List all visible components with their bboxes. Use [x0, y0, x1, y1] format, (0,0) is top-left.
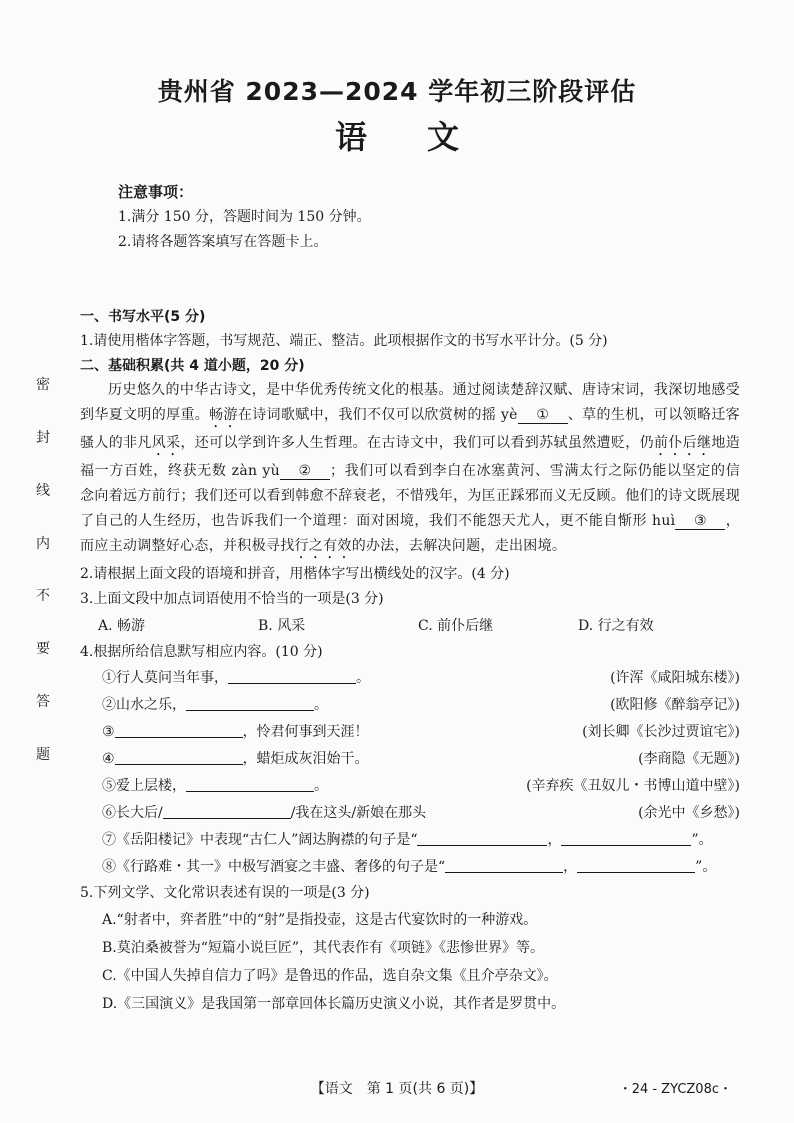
option-d: D. 行之有效 [578, 618, 654, 634]
poem-source: (欧阳修《醉翁亭记》) [610, 697, 740, 713]
option-c: C.《中国人失掉自信力了吗》是鲁迅的作品，选自杂文集《且介亭杂文》。 [102, 968, 558, 984]
page-number: 【语文 第 1 页(共 6 页)】 [310, 1081, 484, 1097]
recite-item: ⑤爱上层楼， 。 (辛弃疾《丑奴儿・书博山道中壁》) [80, 773, 740, 800]
option-a: A.“射者中，弈者胜”中的“射”是指投壶，这是古代宴饮时的一种游戏。 [102, 912, 538, 928]
answer-line [228, 669, 356, 684]
recite-item: ①行人莫问当年事， 。 (许浑《咸阳城东楼》) [80, 665, 740, 692]
recite-item: ④ ，蜡炬成灰泪始干。 (李商隐《无题》) [80, 746, 740, 773]
dotted-word-changyou: 畅游 [209, 407, 238, 423]
question-5: 5.下列文学、文化常识表述有误的一项是(3 分) [80, 885, 370, 901]
notes-item: 2.请将各题答案填写在答题卡上。 [118, 234, 328, 250]
blank-1: ① [518, 407, 568, 424]
poem-source: (刘长卿《长沙过贾谊宅》) [582, 724, 740, 740]
answer-line [561, 831, 691, 846]
answer-line [186, 777, 314, 792]
subject-title: 语文 [334, 118, 519, 156]
section-1-title: 一、书写水平(5 分) [80, 309, 206, 325]
seal-char: 密 [36, 377, 50, 393]
seal-char: 封 [36, 429, 50, 446]
answer-line [417, 831, 547, 846]
blank-3: ③ [675, 513, 725, 530]
poem-source: (辛弃疾《丑奴儿・书博山道中壁》) [526, 778, 740, 794]
question-2: 2.请根据上面文段的语境和拼音，用楷体字写出横线处的汉字。(4 分) [80, 566, 510, 582]
option-d: D.《三国演义》是我国第一部章回体长篇历史演义小说，其作者是罗贯中。 [102, 996, 566, 1012]
exam-content [80, 305, 740, 1018]
answer-line [577, 858, 695, 873]
seal-char: 答 [36, 694, 50, 711]
seal-line-text [32, 374, 54, 764]
poem-source: (余光中《乡愁》) [638, 805, 740, 821]
answer-line [115, 723, 243, 738]
question-3: 3.上面文段中加点词语使用不恰当的一项是(3 分) [80, 591, 384, 607]
seal-char: 线 [36, 482, 50, 499]
exam-code: ・24 - ZYCZ08c・ [618, 1082, 732, 1097]
recite-item: ③ ，怜君何事到天涯！ (刘长卿《长沙过贾谊宅》) [80, 719, 740, 746]
seal-char: 要 [36, 641, 50, 658]
exam-title: 贵州省 2023—2024 学年初三阶段评估 [157, 77, 637, 106]
recite-item: ⑧《行路难・其一》中极写酒宴之丰盛、奢侈的句子是“ ， ”。 [102, 859, 717, 875]
answer-line [445, 858, 563, 873]
answer-line [186, 696, 314, 711]
notes-item: 1.满分 150 分，答题时间为 150 分钟。 [118, 209, 371, 225]
reading-passage: 历史悠久的中华古诗文，是中华优秀传统文化的根基。通过阅读楚辞汉赋、唐诗宋词，我深切地感受到华夏文明的厚重。畅游在诗词歌赋中，我们不仅可以欣赏树的摇 yè ① 、草的生机，可以领略迁客骚人的非凡风采，还可以学到许多人生哲理。在古诗文中，我们可以看到苏轼虽然遭贬，仍前仆后继地造福一方百姓，终获无数 zàn yù ② ；我们可以看到李白在冰塞黄河、雪满太行之际仍能以坚定的信念向着远方前行；我们还可以看到韩愈不辞衰老，不惜残年，为匡正踩邪而义无反顾。他们的诗文既展现了自己的人生经历，也告诉我们一个道理：面对困境，我们不能怨天尤人，更不能自惭形 huì ③ ，而应主动调整好心态，并积极寻找行之有效的办法，去解决问题，走出困境。 [80, 382, 741, 554]
notes-block [118, 180, 371, 255]
question-3-options [80, 612, 740, 640]
section-2-title: 二、基础积累(共 4 道小题，20 分) [80, 358, 305, 374]
option-a: A. 畅游 [98, 618, 146, 634]
seal-char: 不 [36, 588, 50, 605]
recite-item: ⑦《岳阳楼记》中表现“古仁人”阔达胸襟的句子是“ ， ”。 [102, 832, 713, 848]
blank-2: ② [280, 463, 330, 480]
dotted-word-xingzhi: 行之有效 [294, 538, 352, 554]
dotted-word-qianpu: 前仆后继 [653, 435, 712, 451]
answer-line [163, 804, 291, 819]
option-c: C. 前仆后继 [418, 618, 494, 634]
question-4: 4.根据所给信息默写相应内容。(10 分) [80, 644, 323, 660]
option-b: B. 风采 [258, 618, 306, 634]
seal-char: 内 [36, 535, 50, 552]
recite-item: ⑥长大后/ /我在这头/新娘在那头 (余光中《乡愁》) [80, 800, 740, 827]
notes-heading: 注意事项： [118, 183, 194, 201]
dotted-word-fengcai: 风采 [151, 435, 181, 451]
poem-source: (许浑《咸阳城东楼》) [610, 670, 740, 686]
answer-line [115, 750, 243, 765]
question-1: 1.请使用楷体字答题，书写规范、端正、整洁。此项根据作文的书写水平计分。(5 分) [80, 333, 608, 349]
recite-item: ②山水之乐， 。 (欧阳修《醉翁亭记》) [80, 692, 740, 719]
option-b: B.莫泊桑被誉为“短篇小说巨匠”，其代表作有《项链》《悲惨世界》等。 [102, 940, 545, 956]
seal-char: 题 [36, 746, 50, 763]
poem-source: (李商隐《无题》) [638, 751, 740, 767]
